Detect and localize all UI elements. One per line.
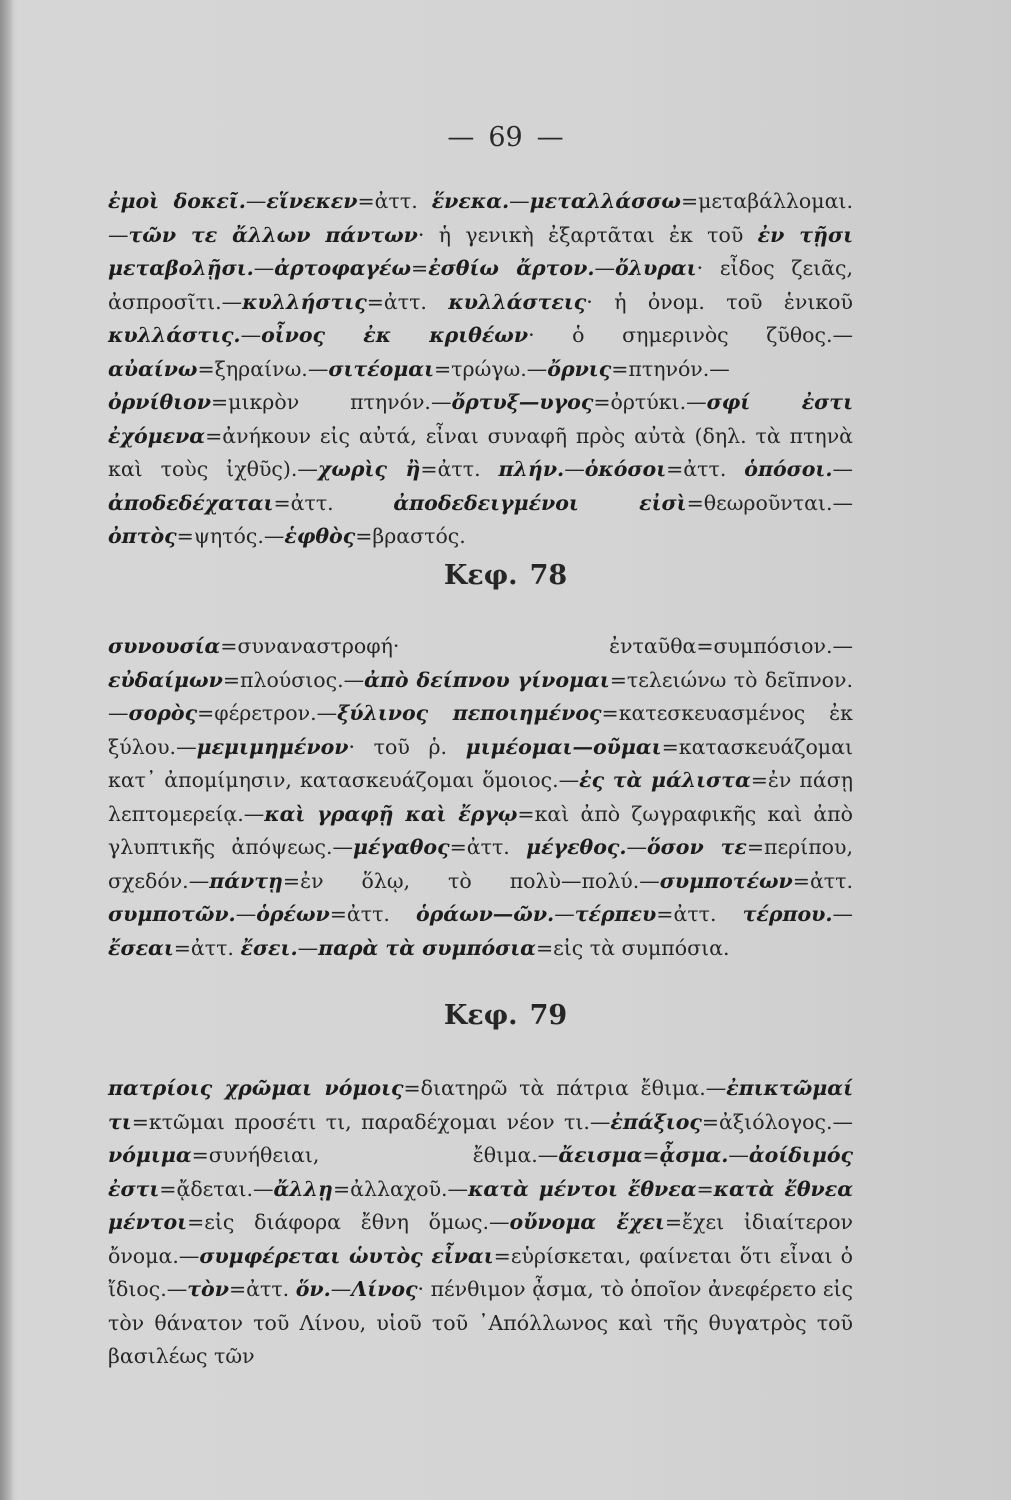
gloss-text: — [626, 835, 647, 859]
headword: ἀποδεδέχαται [108, 490, 274, 515]
gloss-text: =ἀττ. [666, 457, 745, 481]
headword: ἔσει. [240, 935, 298, 960]
headword: μέγεθος. [526, 835, 627, 859]
gloss-text: =μικρὸν πτηνόν.— [210, 390, 452, 414]
gloss-text: =ἀττ. [792, 868, 853, 893]
headword: σορὸς [128, 701, 198, 725]
gloss-text: · ἡ ὀνομ. τοῦ ἑνικοῦ [586, 289, 853, 314]
headword: σφί ἐστι ἐχόμενα [108, 390, 853, 448]
headword: Λίνος [351, 1277, 418, 1301]
gloss-text: =διατηρῶ τὰ πάτρια ἔθιμα.— [403, 1076, 727, 1100]
gloss-text: =συνήθειαι, ἔθιμα.— [191, 1143, 559, 1167]
commentary-paragraph-3 [108, 1072, 853, 1374]
headword: μέγαθος [352, 835, 450, 859]
headword: κυλλήστις [242, 289, 367, 314]
gloss-text: =ἀττ. [228, 1277, 296, 1301]
headword: ἐπάξιος [610, 1109, 702, 1134]
gloss-text: — [240, 323, 262, 347]
headword: ξύλινος πεποιημένος [337, 701, 602, 725]
gloss-text: =ἀττ. [273, 490, 394, 515]
chapter-number: 78 [529, 560, 568, 591]
headword: ἄλλῃ [273, 1176, 333, 1201]
gloss-text: — [253, 256, 275, 280]
gloss-text: — [832, 457, 853, 481]
chapter-prefix: Κεφ. [443, 560, 518, 591]
page-number-value: 69 [488, 122, 523, 153]
gloss-text: =ἀττ. [357, 189, 432, 213]
chapter-prefix: Κεφ. [443, 1000, 518, 1031]
headword: πατρίοις χρῶμαι νόμοις [108, 1076, 404, 1100]
headword: συμφέρεται ὡυτὸς εἶναι [199, 1243, 494, 1268]
gloss-text: · ὁ σημερινὸς ζῦθος.— [528, 323, 853, 347]
gloss-text: =ψητός.— [176, 524, 285, 548]
headword: ἐπικτῶμαί τι [108, 1076, 853, 1134]
headword: ὁράων—ῶν. [415, 902, 555, 926]
gloss-text: =ἀττ. [366, 289, 449, 314]
gloss-text: — [564, 457, 585, 481]
gloss-text: =μεταβάλλομαι.— [108, 189, 853, 247]
headword: ὅσον τε [647, 835, 747, 859]
headword: ὀρνίθιον [108, 390, 211, 414]
gloss-text: =εὑρίσκεται, φαίνεται ὅτι εἶναι ὁ ἴδιος.— [108, 1243, 853, 1301]
headword: τέρπου. [742, 902, 833, 926]
gloss-text: = [642, 1143, 660, 1167]
headword: καὶ γραφῇ καὶ ἔργῳ [264, 801, 518, 826]
gloss-text: =τελειώνω τὸ δεῖπνον.— [108, 667, 853, 725]
headword: μεμιμημένον [196, 734, 349, 759]
headword: ὁπόσοι. [744, 457, 833, 481]
headword: ἀοίδιμός ἐστι [108, 1143, 853, 1201]
gloss-text: — [554, 902, 575, 926]
gloss-text: — [509, 189, 530, 213]
gloss-text: =βραστός. [355, 524, 466, 548]
gloss-text: =ἀττ. [173, 935, 241, 960]
gloss-text: =συναναστροφή· ἐνταῦθα=συμπόσιον.— [220, 634, 853, 658]
headword: ἔσεαι [108, 935, 174, 960]
gloss-text: =ὀρτύκι.— [593, 390, 707, 414]
headword: αὐαίνω [108, 356, 198, 381]
gloss-text: =κατασκευάζομαι κατ᾽ ἀπομίμησιν, κατασκευάζομαι ὅμοιος.— [108, 734, 853, 792]
headword: ἐς τὰ μάλιστα [579, 768, 751, 792]
headword: ἄεισμα [558, 1143, 643, 1167]
gloss-text: — [235, 902, 257, 926]
gloss-text: =κατεσκευασμένος ἐκ ξύλου.— [108, 701, 853, 759]
gloss-text: =ἀττ. [449, 835, 527, 859]
gloss-text: — [594, 256, 615, 280]
commentary-paragraph-2 [108, 630, 853, 965]
headword: πάντῃ [209, 868, 283, 893]
chapter-heading-78 [0, 560, 1011, 591]
headword: τέρπευ [574, 902, 657, 926]
gloss-text: — [728, 1143, 749, 1167]
chapter-number: 79 [529, 1000, 568, 1031]
headword: συμποτέων [659, 868, 793, 893]
headword: ἑφθὸς [284, 524, 356, 548]
headword: μιμέομαι—οῦμαι [465, 734, 662, 759]
gloss-text: =ᾄδεται.— [159, 1176, 274, 1201]
gloss-text: = [411, 256, 429, 280]
headword: ὁρέων [256, 902, 330, 926]
gloss-text: =πλούσιος.— [222, 667, 365, 692]
headword: τῶν τε ἄλλων πάντων [128, 222, 418, 247]
gloss-text: =ἀττ. [656, 902, 743, 926]
gloss-text: · πένθιμον ᾆσμα, τὸ ὁποῖον ἀνεφέρετο εἰς τὸν θάνατον τοῦ Λίνου, υἱοῦ τοῦ ᾿Απόλλωνος καὶ τῆς θυγατρὸς τοῦ βασιλέως τῶν [108, 1277, 853, 1368]
headword: ἐμοὶ δοκεῖ. [108, 189, 246, 213]
headword: συνουσία [108, 634, 221, 658]
gloss-text: =περίπου, σχεδόν.— [108, 835, 853, 893]
headword: νόμιμα [108, 1143, 192, 1167]
headword: ἐσθίω ἄρτον. [428, 256, 595, 280]
page-number [0, 122, 1011, 153]
headword: συμποτῶν. [108, 902, 236, 926]
gloss-text: =ἀξιόλογος.— [701, 1109, 853, 1134]
gloss-text: · εἶδος ζειᾶς, ἀσπροσῖτι.— [108, 256, 853, 314]
headword: ἀποδεδειγμένοι εἰσὶ [393, 490, 687, 515]
gloss-text: — [297, 935, 319, 960]
headword: οὔνομα ἔχει [509, 1210, 665, 1234]
gloss-text: · τοῦ ῥ. [348, 734, 466, 759]
gloss-text: =ἀλλαχοῦ.— [332, 1176, 469, 1201]
headword: μεταλλάσσω [529, 189, 681, 213]
headword: ὀπτὸς [108, 524, 177, 548]
headword: ἀπὸ δείπνου γίνομαι [364, 667, 610, 692]
gloss-text: =καὶ ἀπὸ ζωγραφικῆς καὶ ἀπὸ γλυπτικῆς ἀπόψεως.— [108, 801, 854, 859]
headword: σιτέομαι [328, 356, 434, 381]
headword: οἶνος ἐκ κριθέων [261, 323, 529, 347]
headword: ὅν. [295, 1277, 331, 1301]
gloss-text: =θεωροῦνται.— [686, 490, 853, 515]
gloss-text: =εἰς τὰ συμπόσια. [535, 935, 730, 960]
gloss-text: =ἐν ὅλῳ, τὸ πολὺ—πολύ.— [282, 868, 660, 893]
headword: εὐδαίμων [108, 667, 223, 692]
headword: ὄρνις [547, 356, 612, 381]
page-binding-shadow [0, 0, 14, 1500]
headword: τὸν [187, 1277, 229, 1301]
headword: χωρὶς ἢ [317, 457, 421, 481]
page-number-dash-left: — [447, 122, 475, 153]
headword: κυλλάστεις [448, 289, 587, 314]
gloss-text: =τρώγω.— [434, 356, 548, 381]
commentary-paragraph-1 [108, 185, 853, 554]
headword: κατὰ μέντοι ἔθνεα [468, 1176, 697, 1201]
gloss-text: · ἡ γενικὴ ἐξαρτᾶται ἐκ τοῦ [417, 222, 758, 247]
gloss-text: =εἰς διάφορα ἔθνη ὅμως.— [187, 1210, 510, 1234]
gloss-text: — [330, 1277, 352, 1301]
headword: ἀρτοφαγέω [274, 256, 411, 280]
gloss-text: =ξηραίνω.— [197, 356, 329, 381]
page-number-dash-right: — [536, 122, 564, 153]
headword: ᾆσμα. [659, 1143, 729, 1167]
gloss-text: =πτηνόν.— [611, 356, 730, 381]
headword: ὄλυραι [614, 256, 697, 280]
headword: ὁκόσοι [584, 457, 667, 481]
gloss-text: = [696, 1176, 714, 1201]
gloss-text: =ἐν πάσῃ λεπτομερείᾳ.— [108, 768, 854, 826]
headword: ὄρτυξ—υγος [451, 390, 594, 414]
gloss-text: =φέρετρον.— [197, 701, 338, 725]
gloss-text: =ἔχει ἰδιαίτερον ὄνομα.— [108, 1210, 853, 1268]
gloss-text: =ἀττ. [329, 902, 416, 926]
headword: κυλλάστις. [108, 323, 241, 347]
headword: παρὰ τὰ συμπόσια [318, 935, 536, 960]
gloss-text: =κτῶμαι προσέτι τι, παραδέχομαι νέον τι.— [131, 1109, 611, 1134]
headword: κατὰ ἔθνεα μέντοι [108, 1176, 853, 1234]
gloss-text: — [832, 902, 853, 926]
gloss-text: — [245, 189, 267, 213]
gloss-text: =ἀττ. [420, 457, 499, 481]
headword: ἕνεκα. [431, 189, 510, 213]
gloss-text: =ἀνήκουν εἰς αὐτά, εἶναι συναφῆ πρὸς αὐτὰ (δηλ. τὰ πτηνὰ καὶ τοὺς ἰχθῦς).— [108, 423, 853, 481]
headword: ἐν τῇσι μεταβολῇσι. [108, 222, 853, 280]
chapter-heading-79 [0, 1000, 1011, 1031]
headword: εἵνεκεν [266, 189, 358, 213]
headword: πλήν. [498, 457, 565, 481]
